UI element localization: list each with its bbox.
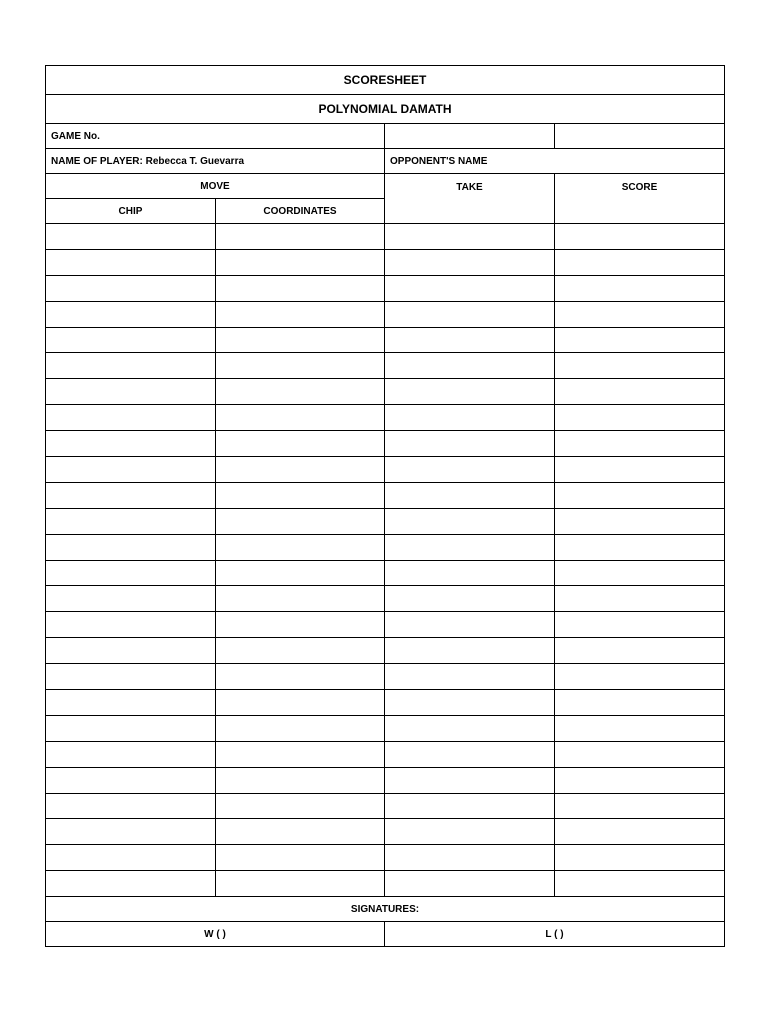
score-header: SCORE xyxy=(555,174,725,224)
take-cell[interactable] xyxy=(385,664,555,690)
score-cell[interactable] xyxy=(555,508,725,534)
score-cell[interactable] xyxy=(555,301,725,327)
take-cell[interactable] xyxy=(385,379,555,405)
chip-cell[interactable] xyxy=(46,275,216,301)
take-cell[interactable] xyxy=(385,845,555,871)
winner-signature[interactable]: W ( ) xyxy=(46,922,385,947)
coordinates-cell[interactable] xyxy=(216,457,385,483)
chip-cell[interactable] xyxy=(46,431,216,457)
score-row xyxy=(46,224,725,250)
coordinates-cell[interactable] xyxy=(216,586,385,612)
chip-header: CHIP xyxy=(46,199,216,224)
score-cell[interactable] xyxy=(555,690,725,716)
coordinates-cell[interactable] xyxy=(216,405,385,431)
score-cell[interactable] xyxy=(555,767,725,793)
coordinates-cell[interactable] xyxy=(216,431,385,457)
score-cell[interactable] xyxy=(555,638,725,664)
chip-cell[interactable] xyxy=(46,405,216,431)
score-cell[interactable] xyxy=(555,431,725,457)
loser-signature[interactable]: L ( ) xyxy=(385,922,725,947)
take-cell[interactable] xyxy=(385,586,555,612)
score-row xyxy=(46,457,725,483)
score-row xyxy=(46,690,725,716)
coordinates-cell[interactable] xyxy=(216,767,385,793)
chip-cell[interactable] xyxy=(46,249,216,275)
chip-cell[interactable] xyxy=(46,482,216,508)
chip-cell[interactable] xyxy=(46,612,216,638)
coordinates-cell[interactable] xyxy=(216,560,385,586)
chip-cell[interactable] xyxy=(46,327,216,353)
take-cell[interactable] xyxy=(385,793,555,819)
chip-cell[interactable] xyxy=(46,690,216,716)
score-row xyxy=(46,871,725,897)
chip-cell[interactable] xyxy=(46,457,216,483)
chip-cell[interactable] xyxy=(46,819,216,845)
score-cell[interactable] xyxy=(555,353,725,379)
chip-cell[interactable] xyxy=(46,534,216,560)
take-cell[interactable] xyxy=(385,612,555,638)
coordinates-cell[interactable] xyxy=(216,741,385,767)
chip-cell[interactable] xyxy=(46,845,216,871)
score-row xyxy=(46,249,725,275)
score-row xyxy=(46,767,725,793)
score-cell[interactable] xyxy=(555,534,725,560)
game-no-field[interactable] xyxy=(385,124,555,149)
coordinates-cell[interactable] xyxy=(216,715,385,741)
score-cell[interactable] xyxy=(555,224,725,250)
score-cell[interactable] xyxy=(555,482,725,508)
player-name-label: NAME OF PLAYER: Rebecca T. Guevarra xyxy=(46,149,385,174)
take-cell[interactable] xyxy=(385,405,555,431)
coordinates-header: COORDINATES xyxy=(216,199,385,224)
chip-cell[interactable] xyxy=(46,301,216,327)
signatures-label: SIGNATURES: xyxy=(46,897,725,922)
score-row xyxy=(46,379,725,405)
score-row xyxy=(46,301,725,327)
take-cell[interactable] xyxy=(385,457,555,483)
coordinates-cell[interactable] xyxy=(216,508,385,534)
take-cell[interactable] xyxy=(385,715,555,741)
chip-cell[interactable] xyxy=(46,560,216,586)
coordinates-cell[interactable] xyxy=(216,275,385,301)
coordinates-cell[interactable] xyxy=(216,249,385,275)
take-cell[interactable] xyxy=(385,819,555,845)
take-cell[interactable] xyxy=(385,690,555,716)
take-cell[interactable] xyxy=(385,767,555,793)
coordinates-cell[interactable] xyxy=(216,327,385,353)
take-cell[interactable] xyxy=(385,431,555,457)
coordinates-cell[interactable] xyxy=(216,793,385,819)
score-cell[interactable] xyxy=(555,845,725,871)
score-row xyxy=(46,327,725,353)
score-cell[interactable] xyxy=(555,819,725,845)
chip-cell[interactable] xyxy=(46,767,216,793)
score-row xyxy=(46,793,725,819)
coordinates-cell[interactable] xyxy=(216,664,385,690)
score-cell[interactable] xyxy=(555,457,725,483)
chip-cell[interactable] xyxy=(46,508,216,534)
take-cell[interactable] xyxy=(385,534,555,560)
score-row xyxy=(46,353,725,379)
coordinates-cell[interactable] xyxy=(216,612,385,638)
coordinates-cell[interactable] xyxy=(216,301,385,327)
take-cell[interactable] xyxy=(385,638,555,664)
chip-cell[interactable] xyxy=(46,379,216,405)
score-row xyxy=(46,586,725,612)
score-row xyxy=(46,845,725,871)
take-cell[interactable] xyxy=(385,741,555,767)
score-row xyxy=(46,819,725,845)
chip-cell[interactable] xyxy=(46,664,216,690)
sheet-title: SCORESHEET xyxy=(46,66,725,95)
chip-cell[interactable] xyxy=(46,638,216,664)
score-row xyxy=(46,715,725,741)
score-row xyxy=(46,431,725,457)
coordinates-cell[interactable] xyxy=(216,224,385,250)
take-cell[interactable] xyxy=(385,871,555,897)
score-cell[interactable] xyxy=(555,405,725,431)
opponent-name-label: OPPONENT'S NAME xyxy=(385,149,725,174)
take-cell[interactable] xyxy=(385,301,555,327)
take-cell[interactable] xyxy=(385,353,555,379)
score-row xyxy=(46,664,725,690)
score-row xyxy=(46,560,725,586)
score-cell[interactable] xyxy=(555,249,725,275)
score-row xyxy=(46,508,725,534)
coordinates-cell[interactable] xyxy=(216,482,385,508)
coordinates-cell[interactable] xyxy=(216,379,385,405)
score-row xyxy=(46,275,725,301)
score-row xyxy=(46,612,725,638)
score-row xyxy=(46,534,725,560)
score-cell[interactable] xyxy=(555,871,725,897)
take-cell[interactable] xyxy=(385,560,555,586)
score-row xyxy=(46,741,725,767)
score-cell[interactable] xyxy=(555,327,725,353)
score-cell[interactable] xyxy=(555,612,725,638)
score-cell[interactable] xyxy=(555,379,725,405)
coordinates-cell[interactable] xyxy=(216,353,385,379)
score-row xyxy=(46,482,725,508)
take-cell[interactable] xyxy=(385,327,555,353)
score-cell[interactable] xyxy=(555,793,725,819)
take-cell[interactable] xyxy=(385,224,555,250)
coordinates-cell[interactable] xyxy=(216,845,385,871)
chip-cell[interactable] xyxy=(46,353,216,379)
take-header: TAKE xyxy=(385,174,555,224)
take-cell[interactable] xyxy=(385,482,555,508)
take-cell[interactable] xyxy=(385,275,555,301)
coordinates-cell[interactable] xyxy=(216,819,385,845)
score-cell[interactable] xyxy=(555,560,725,586)
game-no-label: GAME No. xyxy=(46,124,385,149)
score-cell[interactable] xyxy=(555,741,725,767)
score-row xyxy=(46,405,725,431)
chip-cell[interactable] xyxy=(46,871,216,897)
sheet-subtitle: POLYNOMIAL DAMATH xyxy=(46,95,725,124)
score-cell[interactable] xyxy=(555,275,725,301)
chip-cell[interactable] xyxy=(46,586,216,612)
coordinates-cell[interactable] xyxy=(216,690,385,716)
chip-cell[interactable] xyxy=(46,793,216,819)
scoresheet-table xyxy=(45,65,725,947)
coordinates-cell[interactable] xyxy=(216,534,385,560)
coordinates-cell[interactable] xyxy=(216,638,385,664)
chip-cell[interactable] xyxy=(46,224,216,250)
take-cell[interactable] xyxy=(385,249,555,275)
score-cell[interactable] xyxy=(555,715,725,741)
coordinates-cell[interactable] xyxy=(216,871,385,897)
score-row xyxy=(46,638,725,664)
chip-cell[interactable] xyxy=(46,715,216,741)
chip-cell[interactable] xyxy=(46,741,216,767)
game-no-extra-field[interactable] xyxy=(555,124,725,149)
score-cell[interactable] xyxy=(555,664,725,690)
take-cell[interactable] xyxy=(385,508,555,534)
move-header: MOVE xyxy=(46,174,385,199)
score-cell[interactable] xyxy=(555,586,725,612)
